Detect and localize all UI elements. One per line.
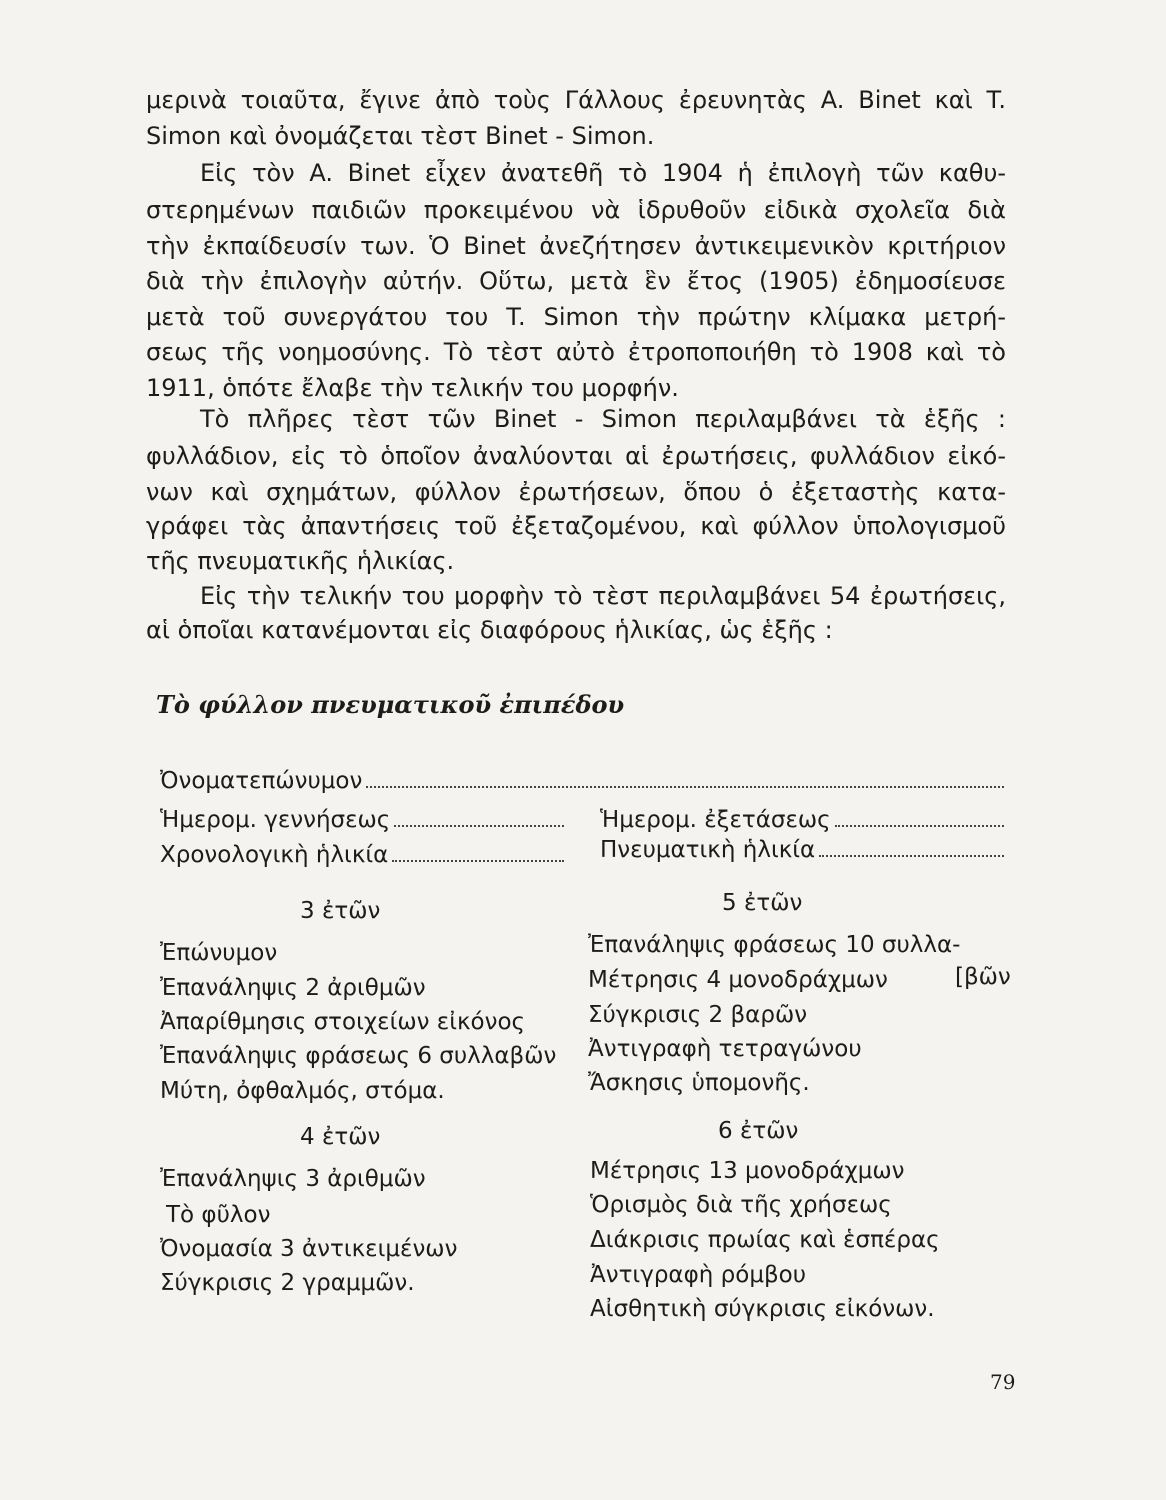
- mental-age-fill-line: [819, 837, 1004, 857]
- form-row-name: [160, 766, 1004, 796]
- section-heading: Τὸ φύλλον πνευματικοῦ ἐπιπέδου: [156, 690, 625, 719]
- age-6-heading: 6 ἐτῶν: [718, 1118, 799, 1144]
- age5-item-5: Ἄσκησις ὑπομονῆς.: [588, 1070, 810, 1096]
- page-number: 79: [990, 1370, 1016, 1394]
- name-fill-line: [366, 768, 1004, 788]
- age6-item-5: Αἰσθητικὴ σύγκρισις εἰκόνων.: [590, 1296, 935, 1322]
- birth-date-fill-line: [394, 807, 564, 827]
- age3-item-2: Ἐπανάληψις 2 ἀριθμῶν: [160, 975, 426, 1001]
- age5-item-3: Σύγκρισις 2 βαρῶν: [588, 1002, 808, 1028]
- age5-continuation: [βῶν: [955, 964, 1011, 990]
- exam-date-label: Ἡμερομ. ἐξετάσεως: [600, 807, 831, 833]
- age6-item-4: Ἀντιγραφὴ ρόμβου: [590, 1262, 807, 1288]
- form-row-birth-date: [160, 805, 564, 835]
- paragraph-line-1: μερινὰ τοιαῦτα, ἔγινε ἀπὸ τοὺς Γάλλους ἐρευνητὰς A. Binet καὶ T.: [146, 86, 1006, 114]
- paragraph-line-9: 1911, ὁπότε ἔλαβε τὴν τελικήν του μορφήν.: [146, 374, 679, 402]
- age4-item-3: Ὀνομασία 3 ἀντικειμένων: [160, 1236, 458, 1262]
- paragraph-line-16: αἱ ὁποῖαι κατανέμονται εἰς διαφόρους ἡλικίας, ὡς ἑξῆς :: [146, 616, 833, 644]
- chrono-age-fill-line: [392, 842, 564, 862]
- age4-item-2: Τὸ φῦλον: [166, 1202, 271, 1228]
- age3-item-3: Ἀπαρίθμησις στοιχείων εἰκόνος: [160, 1009, 526, 1035]
- birth-date-label: Ἡμερομ. γεννήσεως: [160, 807, 391, 833]
- age-3-heading: 3 ἐτῶν: [300, 898, 381, 924]
- age5-item-1: Ἐπανάληψις φράσεως 10 συλλα-: [588, 932, 961, 958]
- age4-item-1: Ἐπανάληψις 3 ἀριθμῶν: [160, 1166, 426, 1192]
- form-row-exam-date: [600, 805, 1004, 835]
- age5-item-4: Ἀντιγραφὴ τετραγώνου: [588, 1036, 862, 1062]
- exam-date-fill-line: [835, 807, 1004, 827]
- chrono-age-label: Χρονολογικὴ ἡλικία: [160, 842, 389, 868]
- form-row-mental-age: [600, 835, 1004, 865]
- age-4-heading: 4 ἐτῶν: [300, 1124, 381, 1150]
- age6-item-2: Ὁρισμὸς διὰ τῆς χρήσεως: [590, 1192, 892, 1218]
- paragraph-line-10: Τὸ πλῆρες τὲστ τῶν Binet - Simon περιλαμβάνει τὰ ἑξῆς :: [200, 405, 1006, 433]
- paragraph-line-12: νων καὶ σχημάτων, φύλλον ἐρωτήσεων, ὅπου ὁ ἐξεταστὴς κατα-: [146, 478, 1006, 506]
- paragraph-line-4: στερημένων παιδιῶν προκειμένου νὰ ἱδρυθοῦν εἰδικὰ σχολεῖα διὰ: [146, 196, 1006, 224]
- paragraph-line-11: φυλλάδιον, εἰς τὸ ὁποῖον ἀναλύονται αἱ ἐρωτήσεις, φυλλάδιον εἰκό-: [146, 442, 1006, 470]
- age3-item-5: Μύτη, ὀφθαλμός, στόμα.: [160, 1078, 445, 1104]
- paragraph-line-6: διὰ τὴν ἐπιλογὴν αὐτήν. Οὕτω, μετὰ ἓν ἔτος (1905) ἐδημοσίευσε: [146, 267, 1006, 295]
- paragraph-line-13: γράφει τὰς ἀπαντήσεις τοῦ ἐξεταζομένου, καὶ φύλλον ὑπολογισμοῦ: [146, 512, 1006, 540]
- form-row-chrono-age: [160, 840, 564, 870]
- paragraph-line-3: Εἰς τὸν A. Binet εἶχεν ἀνατεθῆ τὸ 1904 ἡ ἐπιλογὴ τῶν καθυ-: [200, 159, 1006, 187]
- paragraph-line-5: τὴν ἐκπαίδευσίν των. Ὁ Binet ἀνεζήτησεν ἀντικειμενικὸν κριτήριον: [146, 232, 1006, 260]
- age6-item-1: Μέτρησις 13 μονοδράχμων: [590, 1158, 905, 1184]
- age5-item-2: Μέτρησις 4 μονοδράχμων: [588, 967, 888, 993]
- age4-item-4: Σύγκρισις 2 γραμμῶν.: [160, 1270, 415, 1296]
- paragraph-line-15: Εἰς τὴν τελικήν του μορφὴν τὸ τὲστ περιλαμβάνει 54 ἐρωτήσεις,: [200, 582, 1006, 610]
- paragraph-line-8: σεως τῆς νοημοσύνης. Τὸ τὲστ αὐτὸ ἐτροποποιήθη τὸ 1908 καὶ τὸ: [146, 338, 1006, 366]
- age-5-heading: 5 ἐτῶν: [722, 890, 803, 916]
- mental-age-label: Πνευματικὴ ἡλικία: [600, 837, 816, 863]
- age3-item-4: Ἐπανάληψις φράσεως 6 συλλαβῶν: [160, 1043, 557, 1069]
- age6-item-3: Διάκρισις πρωίας καὶ ἑσπέρας: [590, 1227, 940, 1253]
- paragraph-line-14: τῆς πνευματικῆς ἡλικίας.: [146, 547, 455, 575]
- paragraph-line-7: μετὰ τοῦ συνεργάτου του T. Simon τὴν πρώτην κλίμακα μετρή-: [146, 303, 1006, 331]
- name-label: Ὀνοματεπώνυμον: [160, 768, 363, 794]
- age3-item-1: Ἐπώνυμον: [160, 940, 278, 966]
- paragraph-line-2: Simon καὶ ὀνομάζεται τὲστ Binet - Simon.: [146, 122, 655, 150]
